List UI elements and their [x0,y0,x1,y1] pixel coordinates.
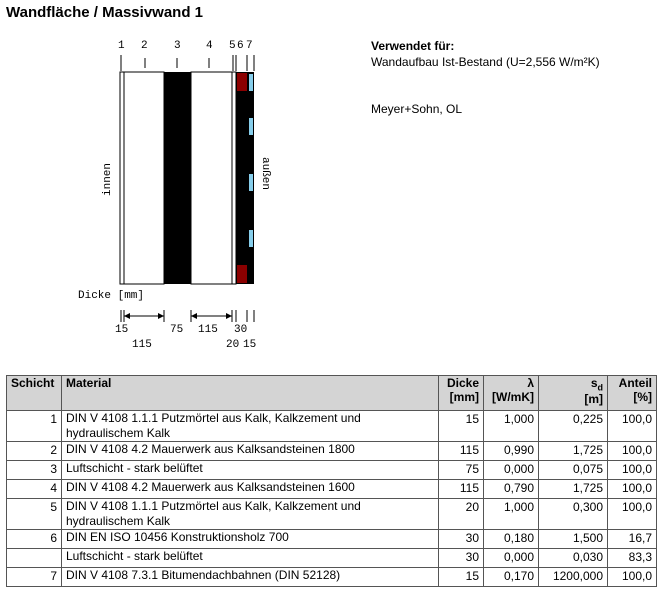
col-schicht: Schicht [7,376,62,411]
cell-dicke: 30 [439,530,484,549]
cell-nr: 4 [7,480,62,499]
used-for-text: Wandaufbau Ist-Bestand (U=2,556 W/m²K) [371,55,600,69]
layer-1-plaster [120,72,124,284]
layer-6-wood-bottom [237,265,247,283]
dim-label-15b: 15 [243,339,257,351]
page-title: Wandfläche / Massivwand 1 [6,4,203,21]
col-anteil: Anteil [%] [608,376,657,411]
cell-material: DIN V 4108 4.2 Mauerwerk aus Kalksandsteinen 1600 [62,480,439,499]
layer-5-plaster [232,72,236,284]
layer-2-masonry [124,72,164,284]
layer-number-7: 7 [246,40,253,52]
cell-nr: 1 [7,411,62,442]
cell-nr: 5 [7,499,62,530]
cell-nr: 6 [7,530,62,549]
cell-lambda: 0,990 [484,442,539,461]
layer-6-air-wood [236,72,248,284]
cell-dicke: 115 [439,442,484,461]
cell-dicke: 20 [439,499,484,530]
cell-material: DIN EN ISO 10456 Konstruktionsholz 700 [62,530,439,549]
cell-nr: 3 [7,461,62,480]
cell-dicke: 15 [439,568,484,587]
cell-dicke: 115 [439,480,484,499]
cell-dicke: 15 [439,411,484,442]
author-text: Meyer+Sohn, OL [371,102,463,116]
cell-lambda: 0,790 [484,480,539,499]
cell-nr [7,549,62,568]
cell-anteil: 100,0 [608,568,657,587]
table-row [7,568,657,587]
dim-label-20: 20 [226,339,240,351]
cell-material: DIN V 4108 7.3.1 Bitumendachbahnen (DIN 52128) [62,568,439,587]
cell-dicke: 75 [439,461,484,480]
layer-number-5: 5 [229,40,236,52]
cell-anteil: 100,0 [608,499,657,530]
layer-6-wood-top [237,73,247,91]
layer-number-4: 4 [206,40,213,52]
cell-material: DIN V 4108 4.2 Mauerwerk aus Kalksandsteinen 1800 [62,442,439,461]
outside-label: außen [259,157,271,191]
table-row [7,411,657,442]
cell-anteil: 16,7 [608,530,657,549]
layer-4-masonry [191,72,232,284]
table-row [7,461,657,480]
dim-label-115a: 115 [132,339,152,351]
cell-lambda: 1,000 [484,411,539,442]
inside-label: innen [102,162,114,196]
cell-material: DIN V 4108 1.1.1 Putzmörtel aus Kalk, Kalkzement und hydraulischem Kalk [62,411,439,442]
layer-3-air [164,72,191,284]
layers-table [6,375,657,587]
cell-sd: 0,225 [539,411,608,442]
cell-material: Luftschicht - stark belüftet [62,549,439,568]
cell-material: Luftschicht - stark belüftet [62,461,439,480]
cell-sd: 0,030 [539,549,608,568]
cell-sd: 1,725 [539,442,608,461]
col-sd: $s_d$ [m] [539,376,608,411]
table-row [7,499,657,530]
dim-label-75: 75 [170,324,184,336]
cell-lambda: 1,000 [484,499,539,530]
col-dicke: Dicke [mm] [439,376,484,411]
cell-lambda: 0,000 [484,549,539,568]
wall-section-diagram [0,0,300,360]
dim-label-30: 30 [234,324,248,336]
table-row [7,549,657,568]
cell-anteil: 100,0 [608,480,657,499]
cell-nr: 7 [7,568,62,587]
col-lambda: λ [W/mK] [484,376,539,411]
table-row [7,480,657,499]
table-header-row [7,376,657,411]
dim-label-115b: 115 [198,324,218,336]
layer-number-2: 2 [141,40,148,52]
cell-dicke: 30 [439,549,484,568]
col-material: Material [62,376,439,411]
layer-number-3: 3 [174,40,181,52]
cell-anteil: 100,0 [608,461,657,480]
table-row [7,442,657,461]
cell-sd: 1,725 [539,480,608,499]
cell-sd: 1200,000 [539,568,608,587]
cell-lambda: 0,000 [484,461,539,480]
cell-anteil: 100,0 [608,411,657,442]
cell-lambda: 0,180 [484,530,539,549]
table-row [7,530,657,549]
cell-sd: 0,075 [539,461,608,480]
thickness-label: Dicke [mm] [78,290,145,302]
cell-lambda: 0,170 [484,568,539,587]
cell-anteil: 83,3 [608,549,657,568]
used-for-heading: Verwendet für: [371,39,455,53]
cell-sd: 0,300 [539,499,608,530]
layer-number-1: 1 [118,40,125,52]
layer-number-6: 6 [237,40,244,52]
cell-sd: 1,500 [539,530,608,549]
cell-nr: 2 [7,442,62,461]
cell-material: DIN V 4108 1.1.1 Putzmörtel aus Kalk, Kalkzement und hydraulischem Kalk [62,499,439,530]
dim-label-15: 15 [115,324,129,336]
cell-anteil: 100,0 [608,442,657,461]
